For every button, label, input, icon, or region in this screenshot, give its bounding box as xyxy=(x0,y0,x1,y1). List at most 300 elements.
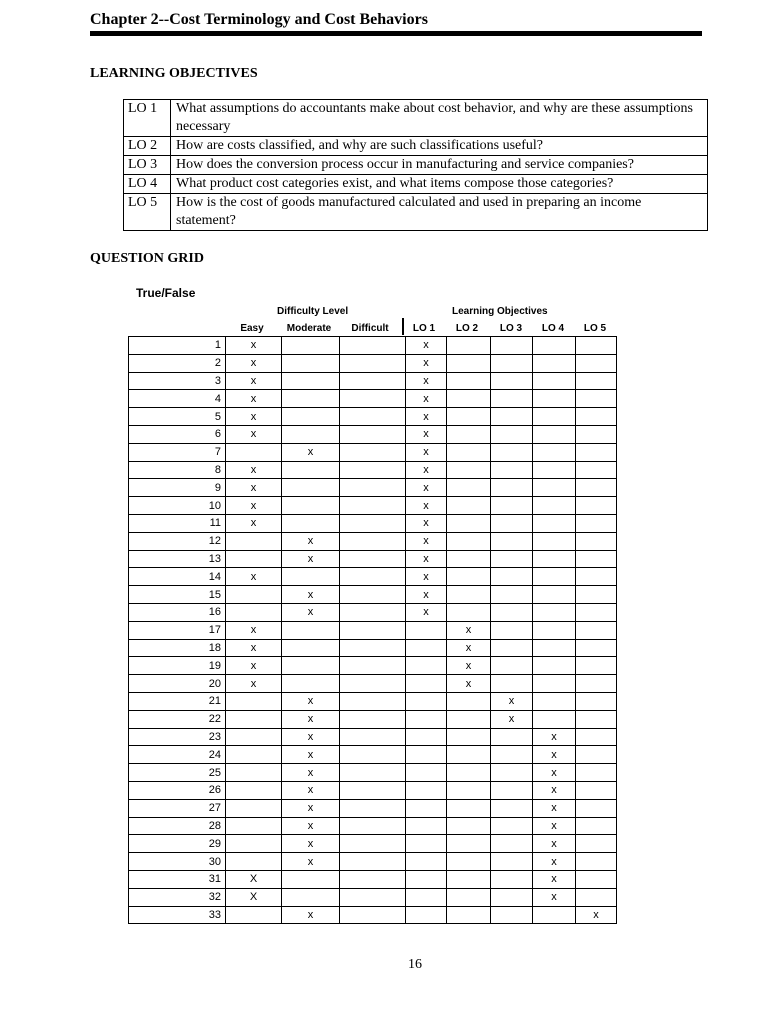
grid-cell xyxy=(491,408,533,426)
grid-cell xyxy=(340,461,406,479)
grid-cell xyxy=(491,888,533,906)
grid-cell xyxy=(576,621,617,639)
grid-cell xyxy=(533,586,576,604)
grid-cell: x xyxy=(282,728,340,746)
grid-cell: x xyxy=(533,799,576,817)
grid-cell: x xyxy=(533,817,576,835)
grid-cell: x xyxy=(282,710,340,728)
learning-objectives-heading: LEARNING OBJECTIVES xyxy=(90,66,258,81)
column-header: LO 4 xyxy=(541,323,565,334)
grid-cell: x xyxy=(282,835,340,853)
grid-row xyxy=(129,425,617,443)
grid-cell xyxy=(447,906,491,924)
grid-cell xyxy=(447,532,491,550)
grid-cell xyxy=(340,781,406,799)
grid-cell xyxy=(447,354,491,372)
grid-cell xyxy=(491,479,533,497)
grid-cell xyxy=(406,621,447,639)
grid-cell: x xyxy=(226,657,282,675)
grid-row xyxy=(129,497,617,515)
grid-cell xyxy=(491,870,533,888)
grid-cell xyxy=(340,888,406,906)
grid-cell xyxy=(226,728,282,746)
grid-cell xyxy=(447,408,491,426)
grid-cell: x xyxy=(406,532,447,550)
grid-row xyxy=(129,835,617,853)
column-header: Easy xyxy=(240,323,264,334)
question-number: 21 xyxy=(129,692,226,710)
grid-cell: x xyxy=(282,799,340,817)
grid-cell xyxy=(406,692,447,710)
grid-cell xyxy=(340,354,406,372)
grid-cell xyxy=(447,746,491,764)
question-number: 29 xyxy=(129,835,226,853)
question-number: 10 xyxy=(129,497,226,515)
grid-cell xyxy=(340,728,406,746)
grid-cell: x xyxy=(533,835,576,853)
grid-cell xyxy=(406,639,447,657)
grid-cell: x xyxy=(447,639,491,657)
grid-cell: x xyxy=(406,479,447,497)
grid-cell xyxy=(340,853,406,871)
grid-row xyxy=(129,764,617,782)
grid-cell xyxy=(491,781,533,799)
grid-cell xyxy=(226,443,282,461)
grid-cell: x xyxy=(533,728,576,746)
grid-cell: x xyxy=(406,443,447,461)
lo-text: What product cost categories exist, and what items compose those categories? xyxy=(171,175,708,194)
lo-code: LO 3 xyxy=(124,156,171,175)
lo-row xyxy=(124,175,708,194)
grid-cell xyxy=(340,817,406,835)
question-number: 13 xyxy=(129,550,226,568)
grid-cell xyxy=(406,817,447,835)
column-header: LO 2 xyxy=(455,323,479,334)
grid-cell xyxy=(447,728,491,746)
page-number: 16 xyxy=(408,957,422,972)
grid-cell xyxy=(576,764,617,782)
grid-cell xyxy=(340,425,406,443)
grid-row xyxy=(129,621,617,639)
grid-cell xyxy=(406,853,447,871)
chapter-title: Chapter 2--Cost Terminology and Cost Behaviors xyxy=(90,11,428,28)
grid-cell xyxy=(576,532,617,550)
grid-cell: x xyxy=(282,781,340,799)
grid-cell xyxy=(447,479,491,497)
grid-cell xyxy=(491,657,533,675)
grid-row xyxy=(129,728,617,746)
question-number: 7 xyxy=(129,443,226,461)
grid-row xyxy=(129,746,617,764)
grid-cell xyxy=(491,443,533,461)
grid-cell xyxy=(282,425,340,443)
grid-row xyxy=(129,532,617,550)
grid-row xyxy=(129,870,617,888)
question-number: 2 xyxy=(129,354,226,372)
grid-cell xyxy=(282,390,340,408)
grid-row xyxy=(129,586,617,604)
grid-cell: x xyxy=(226,337,282,355)
grid-cell xyxy=(340,603,406,621)
grid-cell xyxy=(340,514,406,532)
grid-cell xyxy=(491,372,533,390)
grid-cell xyxy=(282,497,340,515)
grid-cell xyxy=(576,497,617,515)
grid-cell xyxy=(576,746,617,764)
grid-cell xyxy=(491,550,533,568)
lo-text: How are costs classified, and why are such classifications useful? xyxy=(171,137,708,156)
grid-cell xyxy=(576,550,617,568)
grid-cell xyxy=(576,461,617,479)
grid-cell xyxy=(491,390,533,408)
grid-cell xyxy=(491,568,533,586)
true-false-heading: True/False xyxy=(136,286,196,300)
grid-cell xyxy=(576,657,617,675)
grid-cell xyxy=(340,621,406,639)
lo-row xyxy=(124,137,708,156)
grid-cell: x xyxy=(406,586,447,604)
grid-cell xyxy=(282,372,340,390)
column-header: LO 1 xyxy=(412,323,436,334)
grid-cell xyxy=(533,657,576,675)
grid-row xyxy=(129,408,617,426)
lo-text: What assumptions do accountants make about cost behavior, and why are these assumptions necessary xyxy=(171,100,708,137)
grid-cell: x xyxy=(447,621,491,639)
question-number: 30 xyxy=(129,853,226,871)
grid-cell: x xyxy=(406,461,447,479)
grid-row xyxy=(129,603,617,621)
grid-cell xyxy=(533,675,576,693)
question-number: 16 xyxy=(129,603,226,621)
grid-cell: x xyxy=(447,657,491,675)
grid-cell xyxy=(491,675,533,693)
grid-cell xyxy=(340,675,406,693)
grid-cell: x xyxy=(406,568,447,586)
grid-cell xyxy=(226,586,282,604)
lo-text: How does the conversion process occur in manufacturing and service companies? xyxy=(171,156,708,175)
grid-cell: x xyxy=(226,479,282,497)
column-separator xyxy=(402,318,404,335)
grid-cell xyxy=(576,835,617,853)
grid-cell: x xyxy=(226,425,282,443)
grid-cell xyxy=(282,514,340,532)
grid-cell: x xyxy=(406,354,447,372)
question-number: 3 xyxy=(129,372,226,390)
lo-code: LO 5 xyxy=(124,194,171,231)
grid-cell xyxy=(282,888,340,906)
grid-cell: x xyxy=(406,425,447,443)
grid-cell xyxy=(282,639,340,657)
grid-cell: x xyxy=(406,497,447,515)
grid-cell xyxy=(447,781,491,799)
grid-cell xyxy=(406,870,447,888)
grid-row xyxy=(129,675,617,693)
grid-cell xyxy=(576,443,617,461)
grid-cell: x xyxy=(226,461,282,479)
lo-code: LO 2 xyxy=(124,137,171,156)
question-number: 22 xyxy=(129,710,226,728)
grid-cell xyxy=(406,710,447,728)
grid-cell xyxy=(491,817,533,835)
question-number: 12 xyxy=(129,532,226,550)
question-number: 20 xyxy=(129,675,226,693)
grid-cell xyxy=(282,657,340,675)
grid-cell xyxy=(576,568,617,586)
grid-cell: x xyxy=(406,390,447,408)
grid-cell xyxy=(533,461,576,479)
grid-cell xyxy=(226,692,282,710)
grid-cell xyxy=(406,888,447,906)
grid-cell xyxy=(491,603,533,621)
grid-row xyxy=(129,514,617,532)
grid-cell: x xyxy=(533,853,576,871)
grid-cell xyxy=(533,479,576,497)
grid-cell: x xyxy=(282,853,340,871)
grid-cell: x xyxy=(282,443,340,461)
column-header: Moderate xyxy=(286,323,332,334)
question-number: 32 xyxy=(129,888,226,906)
grid-cell: x xyxy=(226,372,282,390)
question-number: 28 xyxy=(129,817,226,835)
grid-row xyxy=(129,461,617,479)
grid-cell: x xyxy=(533,870,576,888)
grid-cell xyxy=(576,408,617,426)
grid-cell xyxy=(226,764,282,782)
question-number: 23 xyxy=(129,728,226,746)
grid-cell xyxy=(576,728,617,746)
grid-cell xyxy=(226,781,282,799)
grid-cell xyxy=(406,728,447,746)
question-number: 24 xyxy=(129,746,226,764)
grid-cell xyxy=(447,390,491,408)
grid-cell: x xyxy=(282,692,340,710)
grid-cell xyxy=(340,657,406,675)
grid-cell xyxy=(447,497,491,515)
grid-row xyxy=(129,550,617,568)
grid-cell xyxy=(533,550,576,568)
grid-cell xyxy=(491,621,533,639)
grid-cell xyxy=(533,621,576,639)
grid-cell: x xyxy=(533,888,576,906)
grid-cell xyxy=(447,461,491,479)
grid-cell xyxy=(576,337,617,355)
grid-cell xyxy=(533,639,576,657)
grid-cell xyxy=(340,550,406,568)
grid-cell xyxy=(533,354,576,372)
grid-cell xyxy=(340,568,406,586)
grid-row xyxy=(129,479,617,497)
grid-cell xyxy=(576,372,617,390)
grid-cell: x xyxy=(226,675,282,693)
grid-row xyxy=(129,888,617,906)
grid-cell xyxy=(226,835,282,853)
grid-cell xyxy=(491,461,533,479)
grid-cell: x xyxy=(282,532,340,550)
question-number: 19 xyxy=(129,657,226,675)
grid-cell: x xyxy=(226,514,282,532)
grid-cell: x xyxy=(533,764,576,782)
grid-cell: x xyxy=(282,603,340,621)
grid-cell xyxy=(491,586,533,604)
grid-row xyxy=(129,781,617,799)
grid-cell: x xyxy=(282,764,340,782)
grid-cell: x xyxy=(406,408,447,426)
grid-cell xyxy=(447,817,491,835)
grid-row xyxy=(129,639,617,657)
grid-cell: x xyxy=(226,390,282,408)
grid-cell xyxy=(340,443,406,461)
grid-cell xyxy=(533,337,576,355)
grid-cell xyxy=(491,764,533,782)
grid-cell xyxy=(447,710,491,728)
grid-row xyxy=(129,657,617,675)
grid-row xyxy=(129,390,617,408)
grid-cell xyxy=(576,710,617,728)
grid-cell xyxy=(576,354,617,372)
learning-objectives-label: Learning Objectives xyxy=(452,306,548,317)
grid-cell xyxy=(576,888,617,906)
grid-cell xyxy=(226,532,282,550)
grid-row xyxy=(129,906,617,924)
grid-cell xyxy=(226,603,282,621)
grid-cell xyxy=(576,639,617,657)
grid-cell xyxy=(447,514,491,532)
grid-cell xyxy=(491,514,533,532)
grid-cell xyxy=(340,906,406,924)
grid-cell xyxy=(447,870,491,888)
question-number: 15 xyxy=(129,586,226,604)
grid-cell xyxy=(533,603,576,621)
grid-cell xyxy=(226,853,282,871)
grid-cell: X xyxy=(226,870,282,888)
grid-cell xyxy=(576,603,617,621)
grid-cell xyxy=(533,906,576,924)
grid-row xyxy=(129,372,617,390)
grid-cell: x xyxy=(406,337,447,355)
lo-text: How is the cost of goods manufactured calculated and used in preparing an income statement? xyxy=(171,194,708,231)
question-number: 9 xyxy=(129,479,226,497)
question-number: 8 xyxy=(129,461,226,479)
grid-cell xyxy=(406,746,447,764)
grid-cell xyxy=(226,746,282,764)
grid-cell xyxy=(340,746,406,764)
grid-cell xyxy=(340,835,406,853)
grid-cell xyxy=(491,835,533,853)
grid-cell xyxy=(406,835,447,853)
grid-cell xyxy=(406,799,447,817)
grid-cell xyxy=(491,337,533,355)
grid-cell xyxy=(491,906,533,924)
grid-cell xyxy=(226,710,282,728)
lo-code: LO 1 xyxy=(124,100,171,137)
grid-cell xyxy=(533,532,576,550)
grid-cell xyxy=(491,532,533,550)
grid-cell xyxy=(282,621,340,639)
grid-row xyxy=(129,710,617,728)
grid-cell xyxy=(340,497,406,515)
grid-cell xyxy=(447,853,491,871)
grid-cell xyxy=(491,497,533,515)
question-number: 11 xyxy=(129,514,226,532)
lo-row xyxy=(124,100,708,137)
column-header: LO 3 xyxy=(499,323,523,334)
grid-cell xyxy=(533,425,576,443)
question-number: 17 xyxy=(129,621,226,639)
grid-cell xyxy=(491,728,533,746)
grid-cell: x xyxy=(406,603,447,621)
grid-cell xyxy=(447,764,491,782)
grid-row xyxy=(129,692,617,710)
lo-row xyxy=(124,194,708,231)
grid-cell: x xyxy=(226,354,282,372)
title-rule xyxy=(90,31,702,36)
grid-cell: x xyxy=(491,710,533,728)
question-number: 26 xyxy=(129,781,226,799)
grid-cell xyxy=(533,390,576,408)
grid-cell xyxy=(226,817,282,835)
grid-cell xyxy=(533,568,576,586)
grid-cell xyxy=(491,799,533,817)
question-number: 33 xyxy=(129,906,226,924)
grid-row xyxy=(129,354,617,372)
grid-cell xyxy=(447,835,491,853)
question-number: 27 xyxy=(129,799,226,817)
grid-cell xyxy=(340,692,406,710)
grid-cell xyxy=(576,853,617,871)
grid-cell xyxy=(340,639,406,657)
column-header: LO 5 xyxy=(583,323,607,334)
grid-cell xyxy=(340,764,406,782)
grid-cell: x xyxy=(576,906,617,924)
grid-cell xyxy=(282,408,340,426)
grid-cell xyxy=(447,888,491,906)
grid-row xyxy=(129,853,617,871)
grid-cell xyxy=(406,675,447,693)
grid-cell: x xyxy=(226,621,282,639)
grid-cell: x xyxy=(533,781,576,799)
question-number: 25 xyxy=(129,764,226,782)
grid-cell: x xyxy=(282,906,340,924)
grid-cell xyxy=(282,337,340,355)
grid-cell xyxy=(447,443,491,461)
learning-objectives-table xyxy=(123,99,708,231)
lo-code: LO 4 xyxy=(124,175,171,194)
grid-cell xyxy=(340,799,406,817)
grid-cell xyxy=(576,781,617,799)
grid-cell xyxy=(576,425,617,443)
grid-cell xyxy=(576,817,617,835)
question-grid-table xyxy=(128,336,617,924)
grid-cell xyxy=(340,586,406,604)
grid-cell xyxy=(576,586,617,604)
grid-cell xyxy=(491,746,533,764)
grid-cell xyxy=(491,639,533,657)
question-number: 4 xyxy=(129,390,226,408)
question-number: 1 xyxy=(129,337,226,355)
grid-cell: X xyxy=(226,888,282,906)
question-grid-heading: QUESTION GRID xyxy=(90,251,204,266)
grid-cell xyxy=(576,514,617,532)
grid-cell xyxy=(406,657,447,675)
grid-cell xyxy=(447,799,491,817)
grid-row xyxy=(129,568,617,586)
grid-cell xyxy=(340,532,406,550)
grid-cell xyxy=(340,337,406,355)
grid-cell xyxy=(282,675,340,693)
grid-cell xyxy=(533,514,576,532)
grid-cell xyxy=(226,799,282,817)
grid-cell xyxy=(447,550,491,568)
